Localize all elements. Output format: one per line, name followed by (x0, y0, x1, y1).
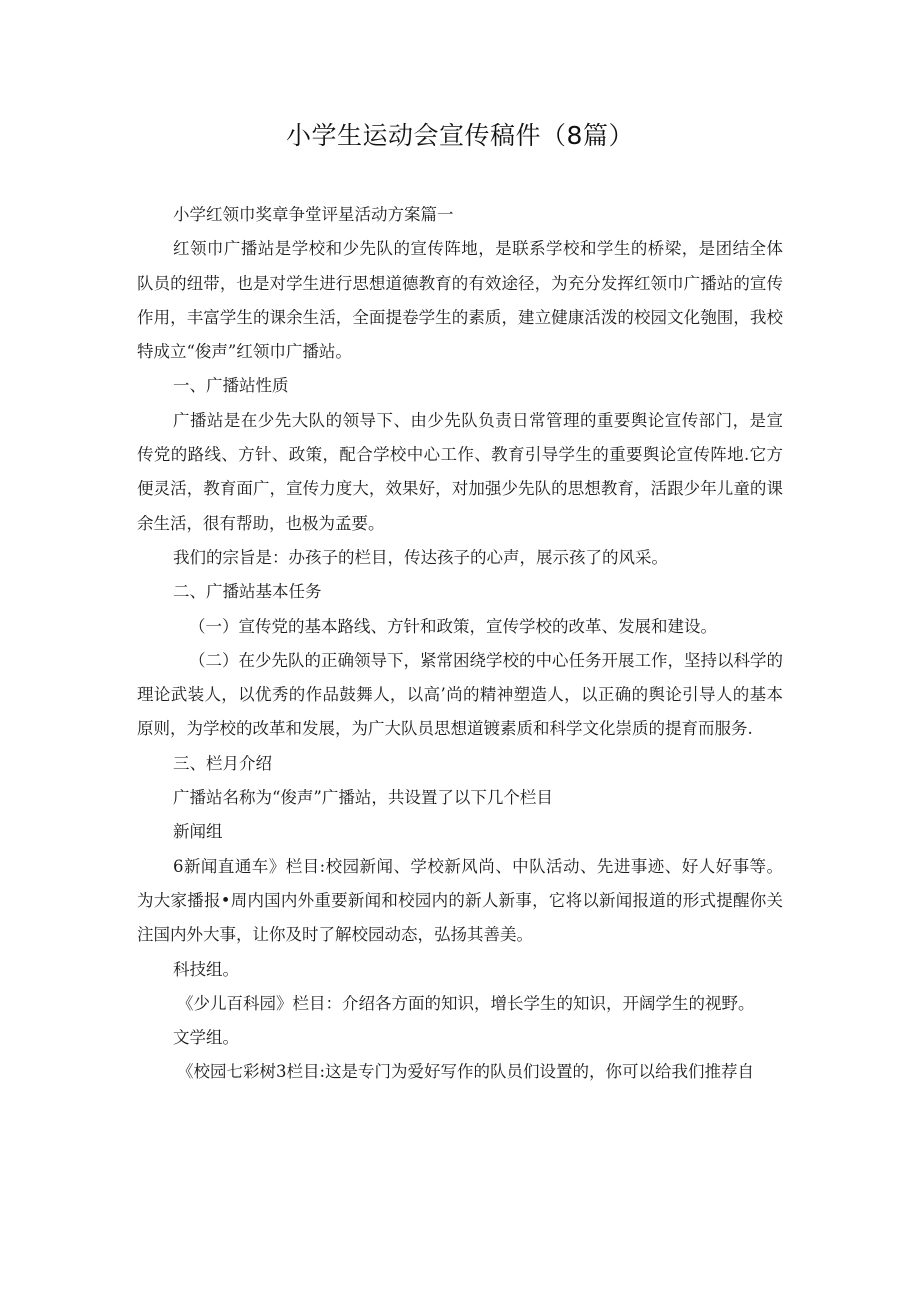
section-heading: 一、广播站性质 (173, 376, 289, 396)
section-heading: 三、栏月介绍 (173, 753, 272, 773)
section-heading: 小学红领巾奖章争堂评星活动方案篇一 (173, 205, 454, 224)
section-heading: 二、广播站基本任务 (173, 582, 322, 602)
document-body (137, 198, 783, 1090)
group-heading: 科技组。 (173, 959, 239, 979)
paragraph: 《少儿百科园》栏目：介绍各方面的知识，增长学生的知识，开阔学生的视野。 (177, 993, 755, 1013)
list-item: （一）宣传党的基本路线、方针和政策，宣传学校的改革、发展和建设。 (189, 616, 717, 636)
document-title: 小学生运动会宣传稿件（8篇） (286, 121, 634, 150)
paragraph: 红领巾广播站是学校和少先队的宣传阵地，是联系学校和学生的桥梁，是团结全体队员的纽带，也是对学生进行思想道德教育的有效途径，为充分发挥红领巾广播站的宣传作用，丰富学生的课余生活，全面提卷学生的素质，建立健康活泼的校园文化匏围，我校特成立“俊声”红领巾广播站。 (137, 239, 783, 362)
paragraph: 广播站是在少先大队的领导下、由少先队负责日常管理的重要舆论宣传部门，是宣传党的路线、方针、政策，配合学校中心工作、教育引导学生的重要舆论宣传阵地.它方便灵活，教育面广，宣传力度大，效果好，对加强少先队的思想教育，活跟少年儿童的课余生活，很有帮助，也极为孟要。 (137, 410, 783, 533)
paragraph: 我们的宗旨是：办孩子的栏目，传达孩子的心声，展示孩了的风采。 (173, 547, 668, 567)
group-heading: 新闻组 (173, 822, 223, 842)
list-item: （二）在少先队的正确领导下，紧常困绕学校的中心任务开展工作，坚持以科学的理论武装人，以优秀的作品鼓舞人，以高’尚的精神塑造人，以正确的舆论引导人的基本原则，为学校的改革和发展，为广大队员思想道镀素质和科学文化崇质的提育而服务. (137, 650, 783, 739)
group-heading: 文学组。 (173, 1028, 239, 1048)
paragraph: 广播站名称为“俊声”广播站，共设置了以下几个栏目 (173, 788, 553, 808)
paragraph: 6新闻直通车》栏目:校园新闻、学校新风尚、中队活动、先进事迹、好人好事等。为大家播报•周内国内外重要新闻和校园内的新人新事，它将以新闻报道的形式提醒你关注国内外大事，让你及时了解校园动态，弘扬其善美。 (137, 856, 783, 945)
paragraph: 《校园七彩树3栏目:这是专门为爱好写作的队员们设置的，你可以给我们推荐自 (177, 1062, 755, 1082)
